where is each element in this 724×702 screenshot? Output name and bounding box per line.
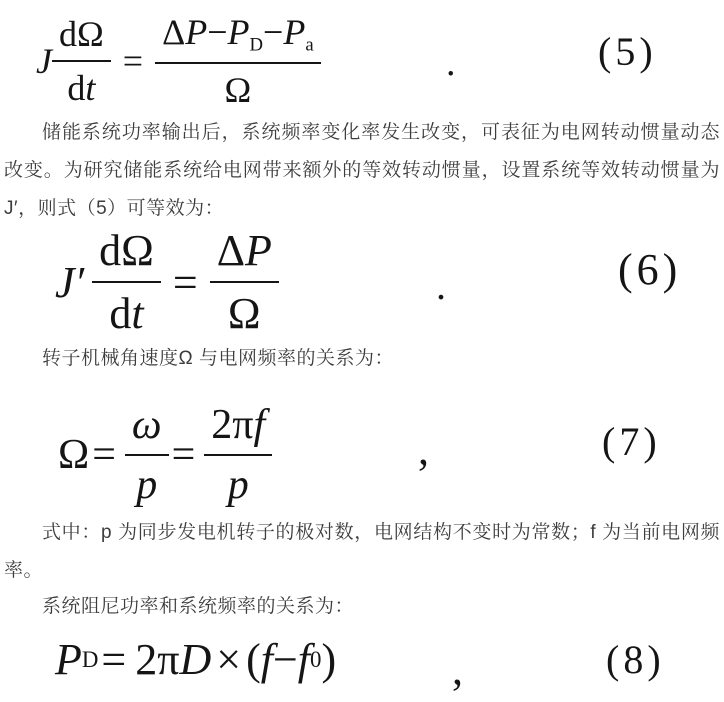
fraction-numerator	[204, 400, 272, 456]
fraction-omega-p	[125, 400, 169, 510]
var-P: P	[283, 12, 306, 52]
var-p: p	[136, 462, 158, 508]
fraction-numerator	[52, 12, 111, 62]
equation-5	[36, 10, 321, 112]
fraction-denominator	[125, 456, 169, 510]
fraction-2pif-p	[204, 400, 272, 510]
minus-sign: −	[263, 12, 284, 52]
left-paren: (	[246, 635, 261, 684]
omega-symbol: Ω	[227, 289, 261, 338]
var-omega-lower: ω	[131, 402, 162, 448]
equation-8-punctuation: ,	[452, 645, 463, 694]
fraction-denominator	[204, 456, 272, 510]
omega-symbol: Ω	[224, 69, 252, 110]
term-2pi: 2π	[135, 635, 180, 684]
fraction-denominator	[52, 62, 111, 110]
term-d: d	[109, 289, 132, 338]
equation-6-punctuation: .	[436, 263, 446, 308]
fraction-domega-dt	[92, 224, 161, 340]
fraction-power-omega	[155, 10, 321, 112]
omega-symbol: Ω	[58, 432, 90, 478]
subscript-D: D	[249, 34, 264, 56]
equals-sign: =	[92, 432, 116, 478]
paragraph-variable-definition: 式中：p 为同步发电机转子的极对数，电网结构不变时为常数；f 为当前电网频率。	[4, 522, 720, 581]
equation-7-punctuation: ,	[418, 425, 429, 474]
paragraph-damping-relation: 系统阻尼功率和系统频率的关系为：	[42, 596, 355, 617]
var-D: D	[179, 635, 212, 684]
equals-sign: =	[172, 257, 198, 307]
var-f: f	[297, 635, 311, 684]
equation-8-number: (8)	[606, 637, 665, 682]
minus-sign: −	[272, 635, 298, 684]
var-P: P	[244, 226, 272, 275]
fraction-numerator	[155, 10, 321, 64]
times-sign: ×	[216, 635, 242, 684]
var-J: J	[36, 40, 52, 81]
subscript-a: a	[305, 34, 314, 56]
var-t: t	[131, 289, 144, 338]
equals-sign: =	[171, 432, 196, 478]
delta-symbol: Δ	[216, 226, 245, 275]
term-d-omega: dΩ	[58, 13, 104, 54]
fraction-domega-dt	[52, 12, 111, 110]
equals-sign: =	[101, 635, 127, 684]
term-2pi: 2π	[211, 402, 254, 448]
fraction-numerator	[125, 400, 169, 456]
var-f: f	[253, 402, 266, 448]
equation-7	[58, 400, 272, 510]
var-P: P	[55, 635, 82, 684]
paragraph-rotor-speed: 转子机械角速度Ω 与电网频率的关系为：	[42, 348, 394, 369]
equation-8	[55, 634, 336, 685]
fraction-numerator	[92, 224, 161, 283]
var-f: f	[260, 635, 273, 684]
term-d: d	[67, 67, 86, 108]
var-p: p	[227, 462, 249, 508]
fraction-denominator	[92, 283, 161, 340]
equation-5-number: (5)	[598, 29, 657, 74]
fraction-denominator	[155, 64, 321, 112]
equation-5-punctuation: .	[446, 42, 456, 84]
term-d-omega: dΩ	[99, 226, 154, 275]
var-P: P	[227, 12, 250, 52]
var-t: t	[85, 67, 96, 108]
minus-sign: −	[207, 12, 228, 52]
equals-sign: =	[122, 40, 144, 81]
delta-symbol: Δ	[162, 12, 186, 52]
fraction-denominator	[210, 283, 279, 340]
var-P: P	[185, 12, 208, 52]
fraction-numerator	[210, 224, 279, 283]
var-J-prime: J′	[55, 257, 85, 307]
subscript-D: D	[81, 646, 99, 672]
equation-6-number: (6)	[618, 245, 682, 294]
equation-7-number: (7)	[602, 419, 661, 464]
equation-6	[55, 224, 279, 340]
right-paren: )	[321, 635, 337, 684]
subscript-0: 0	[310, 646, 322, 672]
paragraph-storage-output: 储能系统功率输出后，系统频率变化率发生改变，可表征为电网转动惯量动态改变。为研究储能系统给电网带来额外的等效转动惯量，设置系统等效转动惯量为J′，则式（5）可等效为：	[4, 122, 720, 219]
fraction-deltap-omega	[210, 224, 279, 340]
